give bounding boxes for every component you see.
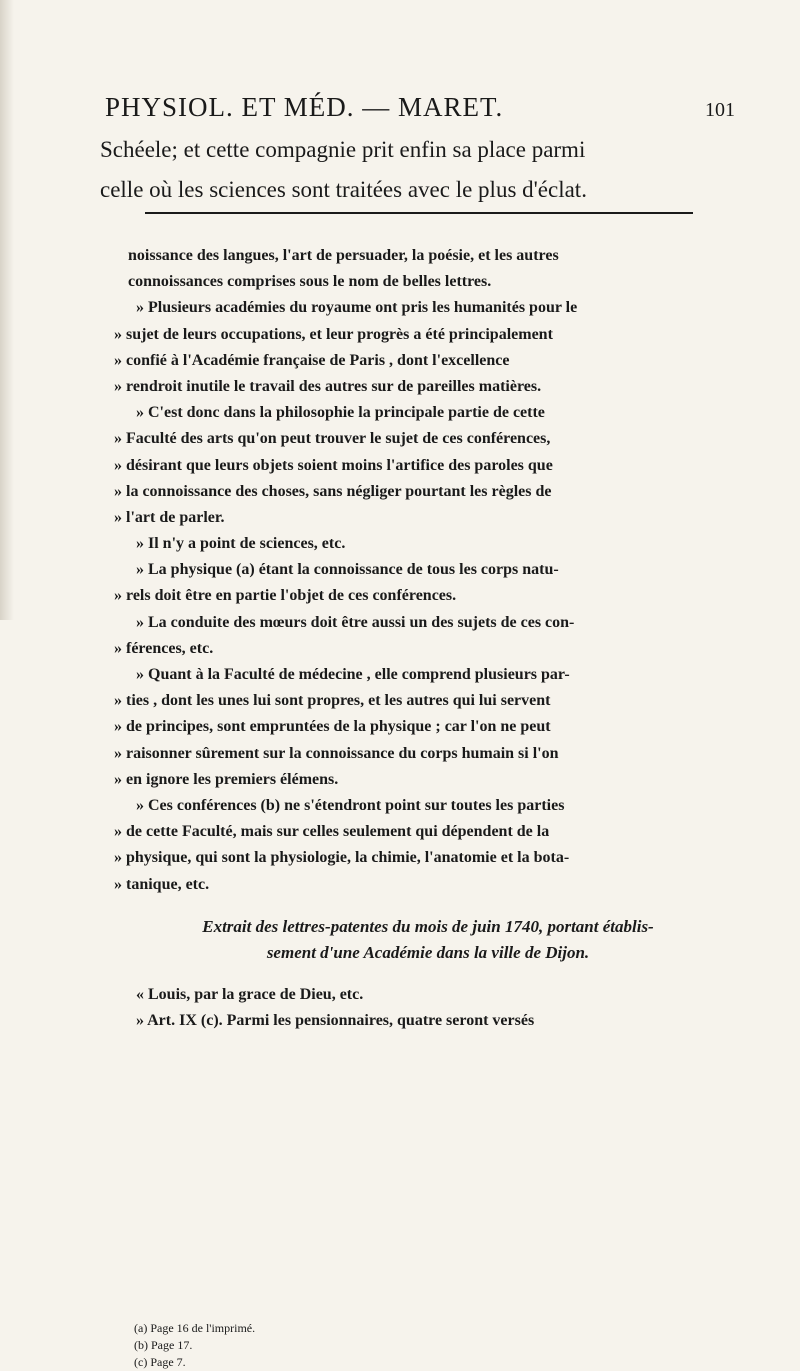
text-line: » C'est donc dans la philosophie la principale partie de cette — [136, 404, 545, 422]
text-line: » raisonner sûrement sur la connoissance du corps humain si l'on — [114, 744, 559, 762]
lead-paragraph — [100, 130, 740, 210]
text-line: » férences, etc. — [114, 639, 214, 657]
text-line: connoissances comprises sous le nom de belles lettres. — [128, 273, 492, 291]
text-line: « Louis, par la grace de Dieu, etc. — [136, 985, 364, 1003]
text-line: » Quant à la Faculté de médecine , elle comprend plusieurs par- — [136, 666, 570, 683]
quoted-text — [114, 243, 728, 1034]
text-line: » désirant que leurs objets soient moins l'artifice des paroles que — [114, 456, 553, 474]
text-line: » la connoissance des choses, sans négliger pourtant les règles de — [114, 482, 552, 500]
text-line: noissance des langues, l'art de persuader, la poésie, et les autres — [128, 247, 559, 264]
text-line: » Ces conférences (b) ne s'étendront point sur toutes les parties — [136, 796, 565, 814]
footnote: (c) Page 7. — [134, 1355, 186, 1369]
text-line: » de cette Faculté, mais sur celles seulement qui dépendent de la — [114, 823, 550, 841]
text-line: » tanique, etc. — [114, 875, 210, 893]
section-divider — [145, 212, 693, 214]
text-line: » confié à l'Académie française de Paris , dont l'excellence — [114, 351, 510, 369]
text-line: » sujet de leurs occupations, et leur progrès a été principalement — [114, 325, 553, 343]
lead-line: celle où les sciences sont traitées avec le plus d'éclat. — [100, 177, 587, 202]
text-line: » La conduite des mœurs doit être aussi un des sujets de ces con- — [136, 613, 575, 631]
footnote: (b) Page 17. — [134, 1338, 193, 1352]
text-line: » Plusieurs académies du royaume ont pris les humanités pour le — [136, 299, 578, 317]
section-heading — [128, 914, 728, 966]
heading-line: Extrait des lettres-patentes du mois de juin 1740, portant établis- — [202, 916, 654, 936]
text-line: » ties , dont les unes lui sont propres, et les autres qui lui servent — [114, 692, 551, 710]
text-line: » Faculté des arts qu'on peut trouver le sujet de ces conférences, — [114, 430, 551, 448]
page-binding-shadow — [0, 0, 14, 620]
footnote: (a) Page 16 de l'imprimé. — [134, 1321, 256, 1335]
heading-line: sement d'une Académie dans la ville de Dijon. — [266, 942, 590, 962]
page-number: 101 — [705, 99, 735, 121]
running-title: PHYSIOL. ET MÉD. — MARET. — [105, 92, 504, 122]
text-line: » La physique (a) étant la connoissance de tous les corps natu- — [136, 561, 559, 579]
footnotes — [134, 1320, 534, 1371]
spacer — [128, 898, 728, 908]
text-line: » en ignore les premiers élémens. — [114, 770, 339, 788]
text-line: » Il n'y a point de sciences, etc. — [136, 535, 346, 553]
text-line: » rendroit inutile le travail des autres sur de pareilles matières. — [114, 377, 542, 395]
text-line: » Art. IX (c). Parmi les pensionnaires, quatre seront versés — [136, 1011, 535, 1029]
lead-line: Schéele; et cette compagnie prit enfin sa place parmi — [100, 137, 586, 162]
text-line: » l'art de parler. — [114, 508, 225, 526]
text-line: » physique, qui sont la physiologie, la chimie, l'anatomie et la bota- — [114, 849, 570, 867]
text-line: » de principes, sont empruntées de la physique ; car l'on ne peut — [114, 718, 551, 736]
spacer — [128, 966, 728, 982]
running-header — [105, 92, 735, 123]
text-line: » rels doit être en partie l'objet de ces conférences. — [114, 587, 457, 605]
